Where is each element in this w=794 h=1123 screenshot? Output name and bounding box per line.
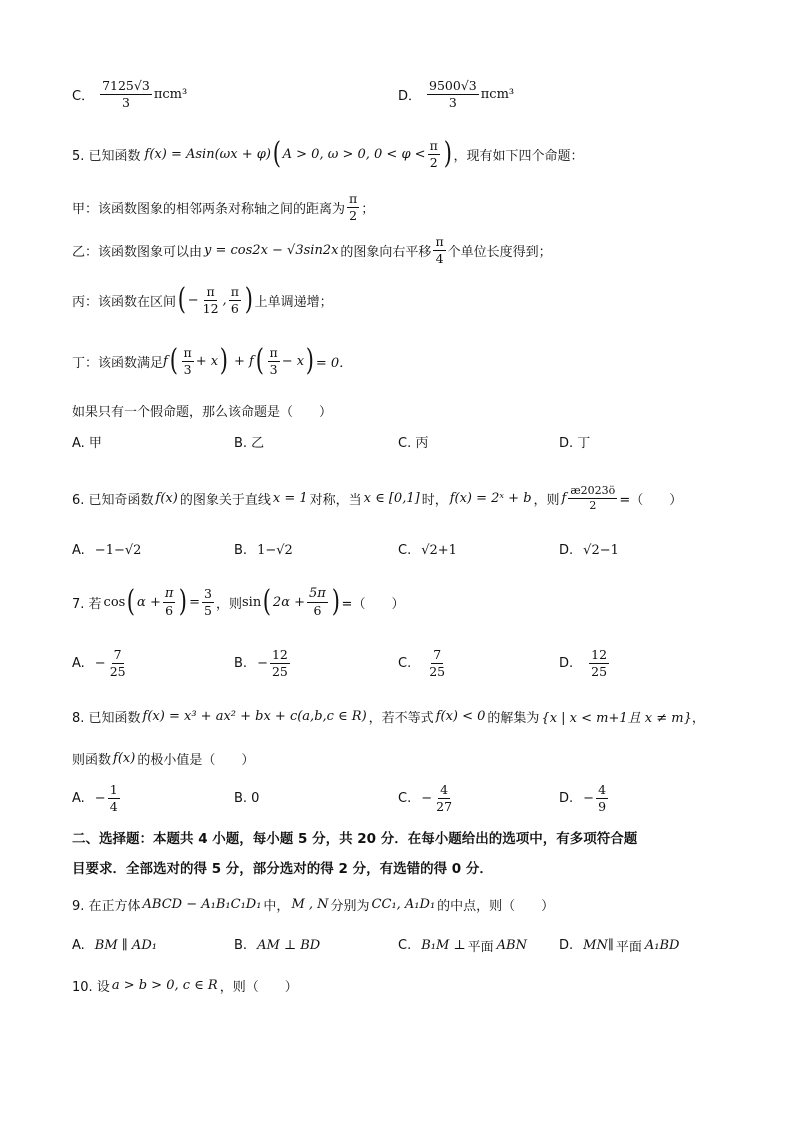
option-label: D． [398,88,422,104]
option-label: A. [72,937,85,953]
question-text: 5. 已知函数 [72,148,141,164]
fraction-numerator: π [435,234,444,250]
fraction [229,285,241,314]
math-expression: α + [137,594,161,610]
fraction-numerator: 12 [591,647,608,663]
option-label: B. [234,542,248,558]
fraction-numerator: 12 [271,647,288,663]
paren-right: ) [305,343,315,378]
math-expression: f(x) = x³ + ax² + bx + c(a,b,c ∈ R) [142,708,367,724]
question-text: 8. 已知函数 [72,710,141,726]
fraction-numerator: π [230,284,239,300]
q5-option-a: A. 甲 [72,435,102,451]
fraction-numerator: π [349,191,358,207]
fraction-denominator: 2 [349,207,358,223]
q8-option-d [559,778,610,818]
q5-prop-bing [72,280,333,320]
fraction-denominator: 12 [202,300,219,316]
option-value: 1−√2 [257,542,293,558]
minus-sign: − [583,790,595,806]
option-value: MN∥ [583,937,614,953]
fraction-numerator: π [269,345,278,361]
question-text: 9. 在正方体 [72,898,141,914]
math-expression: − x [281,353,305,369]
math-expression: M , N [291,896,329,912]
option-label: D. [559,790,574,806]
fraction [268,346,280,375]
question-text: 的极小值是（ ） [137,752,255,768]
function-symbol: f [163,353,168,369]
q10-stem [72,974,298,996]
minus-sign: − [421,790,433,806]
paren-left: ( [255,343,264,378]
paren-right: ) [179,584,188,619]
question-text: 时， [421,492,448,508]
fraction [307,587,328,617]
math-expression: y = cos2x − √3sin2x [204,242,339,258]
proposition-text: 个单位长度得到； [447,244,552,260]
fraction [427,648,447,677]
q5-stem [72,134,584,174]
question-text: 的解集为 [487,710,540,726]
fraction-denominator: 2 [429,154,438,170]
paren-right: ) [331,584,340,619]
fraction-denominator: 6 [313,602,322,618]
q9-option-d [559,934,679,956]
math-expression: ABCD − A₁B₁C₁D₁ [142,896,262,912]
fraction-denominator: 3 [448,94,457,110]
option-value: B₁M ⊥ [421,937,466,953]
question-text: =（ ） [619,492,683,508]
fraction-denominator: 6 [165,602,174,618]
option-value: AM ⊥ BD [257,937,321,953]
q8-option-c [398,778,456,818]
garbled-fraction [568,485,617,511]
math-expression: f(x) [113,750,136,766]
q5-ask [72,399,332,421]
question-text: =（ ） [341,596,405,612]
fraction [596,783,608,812]
fraction-numerator: 4 [598,782,607,798]
paren-left: ( [177,282,186,317]
option-value: 平面 [467,939,494,955]
question-text: 6. 已知奇函数 [72,492,154,508]
q6-option-a [72,538,141,562]
fraction [202,587,214,616]
math-expression: f(x) = Asin(ωx + φ) [144,146,271,162]
math-expression: a > b > 0, c ∈ R [111,977,218,993]
fraction-numerator: æ2023ö [570,483,616,497]
q9-option-a [72,934,157,956]
fraction-denominator: 3 [183,361,192,377]
question-text: ，若不等式 [368,710,434,726]
fraction-numerator: π [183,345,192,361]
math-expression: A > 0, ω > 0, 0 < φ < [282,146,426,162]
option-value: 平面 [615,939,642,955]
fraction-denominator: 4 [109,798,118,814]
fraction [427,79,479,108]
q6-stem [72,478,682,518]
fraction-numerator: π [164,586,174,602]
math-expression: sin [242,594,262,610]
fraction-denominator: 9 [598,798,607,814]
math-expression: = 0． [315,355,353,371]
paren-left: ( [169,343,178,378]
fraction-numerator: 7 [433,647,442,663]
question-text: 则函数 [72,752,112,768]
fraction-denominator: 25 [591,663,608,679]
question-text: ， [691,710,705,726]
fraction [270,648,290,677]
fraction-denominator: 2 [589,498,597,512]
option-value: √2+1 [421,542,457,558]
q8-stem-line2 [72,746,254,770]
proposition-text: 丙：该函数在区间 [72,294,177,310]
q7-option-b [234,643,292,683]
fraction [428,139,440,168]
plus-sign: + [229,353,250,369]
proposition-text: 丁：该函数满足 [72,355,164,371]
fraction-numerator: 4 [440,782,449,798]
math-expression: f(x) = 2ˣ + b [449,490,532,506]
q8-option-a [72,778,122,818]
q9-option-b [234,934,320,956]
q5-option-b: B. 乙 [234,435,265,451]
fraction-numerator: 7 [113,647,122,663]
q6-option-c [398,538,457,562]
fraction [201,285,221,314]
option-value: −1−√2 [94,542,142,558]
section-2-heading: 二、选择题：本题共 4 小题，每小题 5 分，共 20 分．在每小题给出的选项中，有多项符合题 [72,831,638,847]
fraction-numerator: 3 [204,586,212,602]
fraction [108,648,128,677]
math-expression: {x | x < m+1且 x ≠ m} [541,710,692,726]
paren-right: ) [244,282,253,317]
proposition-text: 甲：该函数图象的相邻两条对称轴之间的距离为 [72,201,346,217]
paren-left: ( [272,136,281,171]
math-expression: x = 1 [272,490,308,506]
q4-option-c [72,72,187,116]
q7-option-a [72,643,130,683]
math-expression: 2α + [272,594,305,610]
q6-option-b [234,538,293,562]
fraction [347,192,359,221]
q8-stem [72,704,705,728]
fraction-denominator: 25 [109,663,126,679]
fraction-denominator: 6 [230,300,239,316]
q7-stem [72,580,404,624]
option-value: A₁BD [644,937,680,953]
paren-left: ( [127,584,136,619]
math-expression: cos [103,594,126,610]
option-label: D. [559,542,574,558]
unit-text: πcm³ [480,86,515,102]
paren-left: ( [262,584,272,619]
minus-sign: − [94,655,106,671]
fraction-denominator: 3 [121,94,130,110]
proposition-text: 的图象向右平移 [340,244,432,260]
fraction-denominator: 25 [429,663,446,679]
fraction [108,783,120,812]
option-label: C. [398,542,412,558]
proposition-text: 乙：该函数图象可以由 [72,244,203,260]
minus-sign: − [257,655,268,671]
fraction [100,79,152,108]
question-text: 对称，当 [309,492,362,508]
option-label: B. [234,655,248,671]
math-expression: + x [195,353,219,369]
proposition-text: ； [361,201,375,217]
section-2-heading-line2: 目要求．全部选对的得 5 分，部分选对的得 2 分，有选错的得 0 分． [72,861,493,877]
fraction-numerator: π [429,138,438,154]
option-value: BM ∥ AD₁ [94,937,157,953]
question-text: 的中点，则（ ） [437,898,555,914]
fraction-numerator: 7125√3 [102,78,150,94]
function-symbol: f [561,490,567,506]
q4-option-d [398,72,514,116]
question-text: ，则 [215,596,242,612]
fraction-denominator: 25 [271,663,288,679]
option-label: C. [398,937,412,953]
unit-text: πcm³ [153,86,188,102]
option-value: ABN [496,937,527,953]
q5-prop-yi [72,231,552,269]
option-label: A. [72,655,85,671]
question-text: 中， [263,898,290,914]
q5-prop-ding [72,341,352,381]
option-label: D. [559,937,574,953]
question-text: 分别为 [330,898,370,914]
proposition-text: 上单调递增； [254,294,333,310]
fraction-numerator: 5π [309,586,326,602]
fraction [434,783,454,812]
equals-sign: = [189,594,201,610]
q8-option-b: B. 0 [234,790,260,806]
option-label: A. [72,790,85,806]
option-label: C． [72,88,95,104]
math-expression: f(x) < 0 [435,708,486,724]
question-text: 如果只有一个假命题，那么该命题是（ ） [72,404,333,420]
option-label: C. [398,655,412,671]
paren-right: ) [219,343,229,378]
question-text: 的图象关于直线 [179,492,271,508]
q5-prop-jia [72,188,374,226]
q9-option-c [398,934,527,956]
math-expression: x ∈ [0,1] [363,490,420,506]
question-text: 7. 若 [72,596,102,612]
question-text: ，则（ ） [219,979,298,995]
math-expression: CC₁, A₁D₁ [371,896,436,912]
option-value: √2−1 [583,542,619,558]
fraction [163,587,176,617]
question-text: ，则 [533,492,560,508]
fraction-numerator: 1 [109,782,118,798]
q7-option-d [559,643,611,683]
function-symbol: f [249,353,254,369]
option-label: B. [234,937,248,953]
fraction-numerator: 9500√3 [429,78,477,94]
minus-sign: − [94,790,106,806]
option-label: C. [398,790,412,806]
paren-right: ) [443,136,452,171]
fraction-denominator: 4 [435,250,444,266]
minus-sign: − [187,292,199,308]
q7-option-c [398,643,449,683]
fraction [433,235,445,264]
fraction-denominator: 3 [269,361,278,377]
fraction-numerator: π [206,284,215,300]
question-text: ，现有如下四个命题： [453,148,584,164]
question-text: 10. 设 [72,979,110,995]
q5-option-d: D. 丁 [559,435,591,451]
q5-option-c: C. 丙 [398,435,429,451]
q9-stem [72,892,554,916]
comma: , [222,292,227,308]
option-label: D. [559,655,574,671]
option-label: A. [72,542,85,558]
q6-option-d [559,538,619,562]
fraction-denominator: 5 [204,602,212,618]
fraction [182,346,194,375]
fraction-denominator: 27 [436,798,453,814]
math-expression: f(x) [155,490,178,506]
fraction [589,648,609,677]
